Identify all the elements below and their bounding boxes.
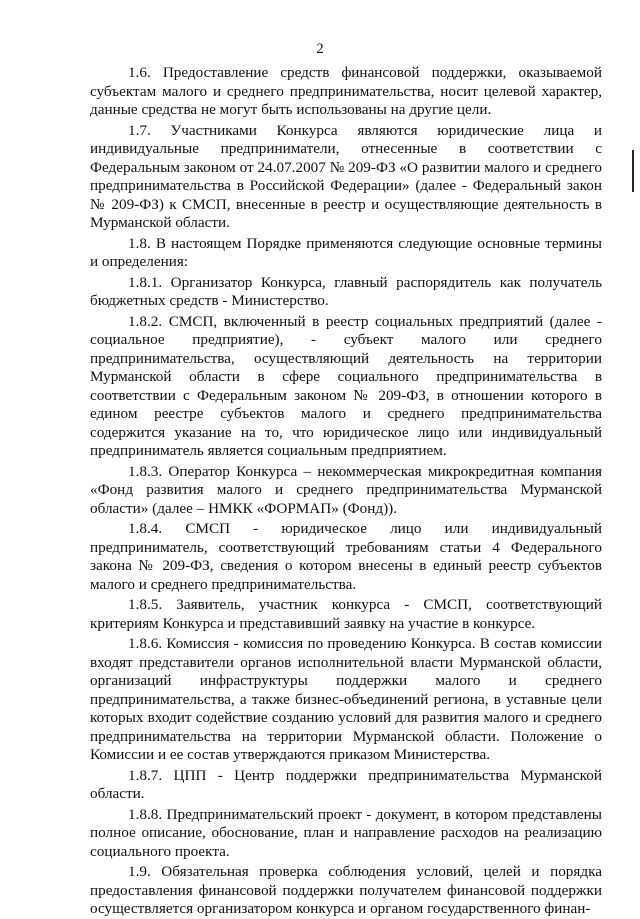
- paragraph-1-7: 1.7. Участниками Конкурса являются юридические лица и индивидуальные предприниматели, отнесенные в соответствии с Федеральным законом от 24.07.2007 № 209-ФЗ «О развитии малого и среднего предпринимательства в Российской Федерации» (далее - Федеральный закон № 209-ФЗ) к СМСП, внесенные в реестр и осуществляющие деятельность в Мурманской области.: [90, 121, 602, 231]
- paragraph-1-8-2: 1.8.2. СМСП, включенный в реестр социальных предприятий (далее - социальное предприятие), - субъект малого или среднего предпринимательства, осуществляющий деятельность на территории Мурманской области в сфере социального предпринимательства в соответствии с Федеральным законом № 209-ФЗ, в отношении которого в едином реестре субъектов малого и среднего предпринимательства содержится указание на то, что юридическое лицо или индивидуальный предприниматель является социальным предприятием.: [90, 312, 602, 459]
- page-number: 2: [316, 41, 324, 57]
- paragraph-1-8-4: 1.8.4. СМСП - юридическое лицо или индивидуальный предприниматель, соответствующий требованиям статьи 4 Федерального закона № 209-ФЗ, сведения о котором внесены в единый реестр субъектов малого и среднего предпринимательства.: [90, 520, 602, 593]
- paragraph-1-8: 1.8. В настоящем Порядке применяются следующие основные термины и определения:: [90, 234, 602, 270]
- paragraph-1-6: 1.6. Предоставление средств финансовой поддержки, оказываемой субъектам малого и среднего предпринимательства, носит целевой характер, данные средства не могут быть использованы на другие цели.: [90, 64, 602, 118]
- paragraph-1-8-1: 1.8.1. Организатор Конкурса, главный распорядитель как получатель бюджетных средств - Министерство.: [90, 273, 602, 309]
- paragraph-1-8-8: 1.8.8. Предпринимательский проект - документ, в котором представлены полное описание, обоснование, план и направление расходов на реализацию социального проекта.: [90, 805, 602, 860]
- scan-edge-mark: [632, 150, 634, 192]
- paragraph-1-8-3: 1.8.3. Оператор Конкурса – некоммерческая микрокредитная компания «Фонд развития малого и среднего предпринимательства Мурманской области» (далее – НМКК «ФОРМАП» (Фонд)).: [90, 462, 602, 517]
- body-text: [90, 64, 602, 919]
- paragraph-1-8-7: 1.8.7. ЦПП - Центр поддержки предпринимательства Мурманской области.: [90, 766, 602, 802]
- paragraph-1-8-6: 1.8.6. Комиссия - комиссия по проведению Конкурса. В состав комиссии входят представители органов исполнительной власти Мурманской области, организаций инфраструктуры поддержки малого и среднего предпринимательства, а также бизнес-объединений региона, в уставные цели которых входит содействие созданию условий для развития малого и среднего предпринимательства на территории Мурманской области. Положение о Комиссии и ее состав утверждаются приказом Министерства.: [90, 635, 602, 763]
- paragraph-1-9: 1.9. Обязательная проверка соблюдения условий, целей и порядка предоставления финансовой поддержки получателем финансовой поддержки осуществляется организатором конкурса и органом государственного финан-: [90, 863, 602, 917]
- paragraph-1-8-5: 1.8.5. Заявитель, участник конкурса - СМСП, соответствующий критериям Конкурса и представивший заявку на участие в конкурсе.: [90, 596, 602, 632]
